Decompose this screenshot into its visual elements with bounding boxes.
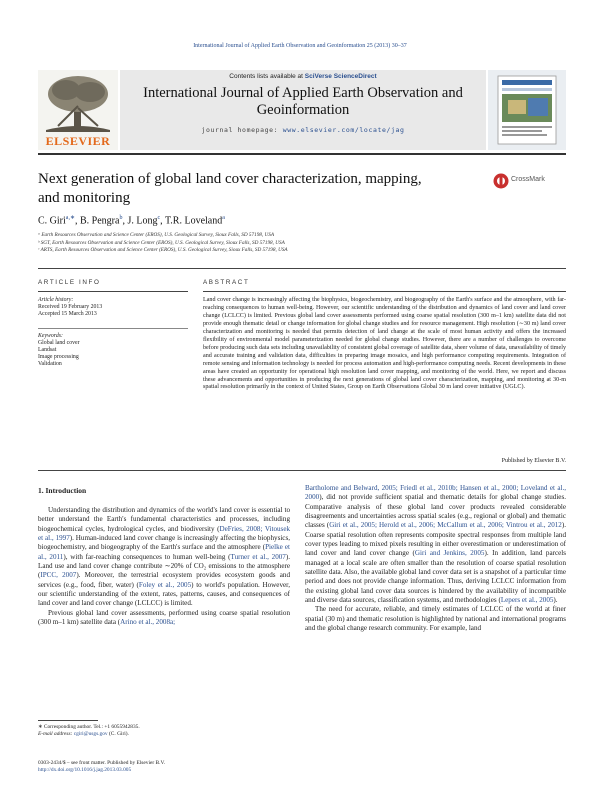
article-history (38, 297, 188, 318)
text-run: ). Land use and land cover change contribute ∼20% of CO₂ emissions to the atmosphere ( (38, 552, 290, 580)
keywords-rule (38, 328, 188, 329)
article-title (38, 170, 458, 208)
history-label: Article history: (38, 297, 74, 303)
citation-link[interactable]: Pielke et al., 2011 (38, 543, 291, 561)
body-column-right (305, 484, 566, 634)
author-name[interactable]: B. Pengra (79, 215, 120, 227)
article-title-line-1: Next generation of global land cover characterization, mapping, (38, 171, 422, 187)
author-affiliation-marker[interactable]: c (157, 215, 161, 221)
affiliation-item: ᶜ ARTS, Earth Resources Observation and Science Center (EROS), U.S. Geological Survey, Sioux Falls, SD 57198, USA (38, 247, 288, 253)
email-note (38, 731, 290, 738)
journal-homepage (120, 126, 486, 134)
body-column-left (38, 506, 290, 627)
author-list: C. Giri$^{a,∗}$, B. Pengra$^b$, J. Long$^c$, T.R. Loveland$^a$ (38, 215, 225, 227)
author-name[interactable]: J. Long (127, 215, 158, 227)
email-link[interactable]: cgiri@usgs.gov (73, 731, 108, 737)
citation-link[interactable]: Lepers et al., 2005 (500, 596, 554, 605)
affiliations-divider (38, 268, 566, 269)
abstract-bottom-rule (38, 470, 566, 471)
citation-link[interactable]: Giri and Jenkins, 2005 (414, 549, 485, 558)
keywords-label: Keywords: (38, 333, 63, 339)
paragraph: The need for accurate, reliable, and timely estimates of LCLCC of the world at finer spatial (30 m) and thematic resolution is highlighted by national and international programs and the global change research community. For example, land (305, 605, 566, 633)
text-run: ), with far-reaching consequences to human well-being ( (63, 552, 231, 561)
keyword: Image processing (38, 354, 79, 360)
text-run: ). (553, 596, 558, 605)
keyword: Landsat (38, 347, 57, 353)
text-run: Understanding the distribution and dynamics of the world's land cover is essential to better understand the Earth's fundamental characteristics and processes, including biogeochemical cycles, hydrological cycles, and biodiversity ( (38, 506, 290, 533)
doi-link[interactable]: http://dx.doi.org/10.1016/j.jag.2013.03.005 (38, 767, 132, 773)
affiliation-item: ᵃ Earth Resources Observation and Science Center (EROS), U.S. Geological Survey, Sioux Falls, SD 57198, USA (38, 232, 274, 238)
abstract-text: Land cover change is increasingly affecting the biophysics, biogeochemistry, and biogeography of the Earth's surface and the atmosphere, with far-reaching consequences to human well-being. However, our scientific understanding of the distribution and dynamics of land cover and land cover change (LCLCC) is limited. Previous global land cover assessments performed using coarse spatial resolution (300 m–1 km) satellite data did not provide enough thematic detail or change information for global change studies and for resource management. High resolution (∼30 m) land cover characterization and monitoring is needed that permits detection of land change at the scale of most human activity and offers the increased flexibility of environmental model parameterization needed for global change studies. However, there are a number of challenges to overcome before producing such data sets including unavailability of consistent global coverage of satellite data, sheer volume of data, unavailability of timely and accurate training and validation data, difficulties in preparing image mosaics, and high performance computing requirements. Integration of remote sensing and information technology is needed for process automation and high-performance computing needs. Recent developments in these areas have created an opportunity for operational high resolution land cover mapping, and monitoring of the world. Here, we report and discuss these advancements and opportunities in producing the next generations of global land cover characterization, mapping, and monitoring at 30-m spatial resolution primarily in the context of United States, Group on Earth Observations Global 30 m land cover initiative (UGLC). (203, 297, 566, 391)
citation-link[interactable]: Arino et al., 2008a; (120, 618, 176, 627)
text-run: ). Coarse spatial resolution often represents composite spectral responses from multiple land cover types leading to mixed pixels resulting in either overestimation or underestimation of land cover and land cover change ( (305, 521, 566, 558)
crossmark-icon (493, 173, 509, 189)
citation-link[interactable]: IPCC, 2007 (40, 571, 77, 580)
abstract-heading: ABSTRACT (203, 279, 250, 286)
paragraph (38, 609, 290, 628)
article-info-heading: ARTICLE INFO (38, 279, 101, 286)
journal-citation[interactable]: International Journal of Applied Earth Observation and Geoinformation 25 (2013) 30–37 (193, 43, 407, 49)
text-run: ). Human-induced land cover change is increasingly affecting the biophysics, biogeochemistry, and biogeography of the Earth's surface and the atmosphere ( (38, 534, 290, 552)
crossmark-label: CrossMark (511, 176, 545, 183)
issn-line: 0303-2434/$ – see front matter. Published by Elsevier B.V. (38, 760, 166, 766)
accepted-date: Accepted 15 March 2013 (38, 311, 97, 317)
email-label: E-mail address: (38, 731, 73, 737)
journal-cover-thumbnail[interactable] (488, 70, 566, 150)
author-name[interactable]: T.R. Loveland (164, 215, 223, 227)
author-name[interactable]: C. Giri (38, 215, 66, 227)
footnotes (38, 724, 290, 738)
text-run: Previous global land cover assessments, performed using coarse spatial resolution (300 m–1 km) satellite data ( (38, 608, 290, 627)
author-affiliation-marker[interactable]: b (119, 215, 123, 221)
citation-link[interactable]: Bartholome and Belward, 2005; Friedl et al., 2010b; Hansen et al., 2000; Loveland et al., 2000 (305, 484, 566, 502)
homepage-link[interactable]: www.elsevier.com/locate/jag (282, 126, 405, 134)
homepage-label: journal homepage: (201, 126, 279, 134)
paragraph (305, 484, 566, 605)
paragraph (38, 506, 290, 609)
abstract-rule (203, 291, 566, 292)
publisher-note: Published by Elsevier B.V. (501, 458, 566, 464)
author-affiliation-marker[interactable]: a,∗ (65, 215, 75, 221)
contents-available-line (120, 73, 486, 80)
text-run: ). In addition, land parcels managed at a local scale are often smaller than the resolution of coarse spatial resolution satellite data. Also, the available global land cover data set is a snapshot of a particular time period and does not provide change information. Thus, deriving LCLCC information from the existing global land cover data sources is hindered by the availability of incompatible and diverse data sources, classification systems, and methodologies ( (305, 549, 566, 605)
citation-link[interactable]: DeFries, 2008; Vitousek et al., 1997 (38, 524, 291, 543)
email-suffix: (C. Giri). (108, 731, 129, 737)
journal-title[interactable] (120, 85, 486, 119)
introduction-heading: 1. Introduction (38, 486, 87, 495)
text-run: ). Moreover, the terrestrial ecosystem provides ecosystem goods and services (e.g., food, fiber, water) ( (38, 571, 291, 589)
keyword: Global land cover (38, 340, 80, 346)
affiliations (38, 232, 566, 255)
keywords (38, 333, 188, 368)
keyword: Validation (38, 361, 62, 367)
citation-link[interactable]: Turner et al., 2007 (230, 552, 286, 561)
footnote-rule (38, 720, 98, 721)
journal-title-line-2: Geoinformation (256, 102, 350, 118)
crossmark-badge[interactable] (493, 170, 565, 192)
affiliation-item: ᵇ SGT, Earth Resources Observation and Science Center (EROS), U.S. Geological Survey, Sioux Falls, SD 57198, USA (38, 239, 285, 246)
corresponding-author-note: ∗ Corresponding author. Tel.: +1 6055942835. (38, 724, 140, 730)
citation-link[interactable]: Giri et al., 2005; Herold et al., 2006; McCallum et al., 2006; Vintrou et al., 2012 (329, 521, 562, 530)
journal-header (38, 70, 566, 150)
page-footer (38, 760, 165, 774)
article-info-rule (38, 291, 188, 292)
text-run: ) to world's population. However, our scientific understanding of the extent, rates, patterns, causes, and consequences of land cover and land cover change (LCLCC) is limited. (38, 580, 291, 608)
journal-title-line-1: International Journal of Applied Earth Observation and (143, 85, 463, 101)
sciencedirect-link[interactable]: SciVerse ScienceDirect (304, 73, 377, 80)
publisher-wordmark[interactable]: ELSEVIER (45, 134, 111, 148)
header-divider (38, 153, 566, 155)
contents-prefix: Contents lists available at (229, 73, 303, 80)
article-title-line-2: and monitoring (38, 190, 131, 206)
author-affiliation-marker[interactable]: a (222, 215, 225, 221)
text-run: ), did not provide sufficient spatial and thematic details for global change studies. Comparative analysis of these global land cover products revealed considerable disagreements and uncertainties across spatial scales (e.g., regional or global) and thematic classes ( (305, 493, 566, 530)
received-date: Received 19 February 2013 (38, 304, 103, 310)
citation-link[interactable]: Foley et al., 2005 (138, 580, 192, 589)
